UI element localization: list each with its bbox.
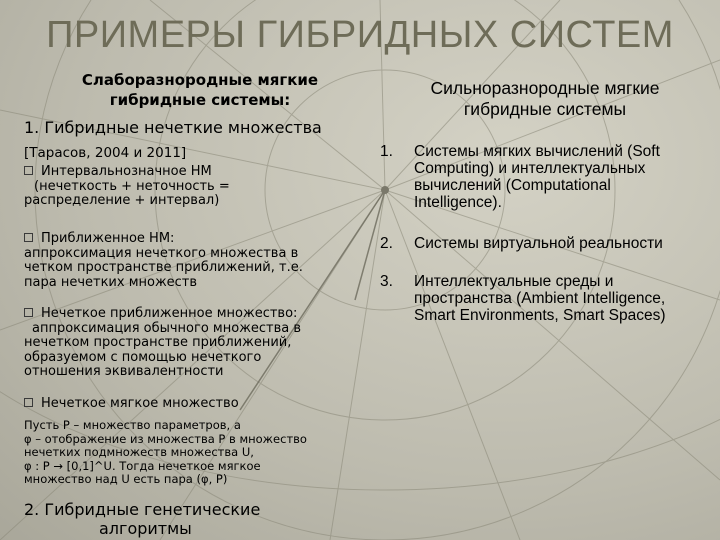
right-item-1: 1. Системы мягких вычислений (Soft Computing) и интеллектуальных вычислений (Computational Intelligence). <box>380 143 660 211</box>
left-item-1: 1. Гибридные нечеткие множества <box>24 118 322 137</box>
bullet-approx-fuzzy-set: Приближенное НМ: аппроксимация нечеткого множества в четком пространстве приближений, т.е. пара нечетких множеств <box>24 231 303 290</box>
page-title: ПРИМЕРЫ ГИБРИДНЫХ СИСТЕМ <box>46 14 674 56</box>
bullet-fuzzy-rough-set: Нечеткое приближенное множество: аппроксимация обычного множества в нечетком пространстве приближений, образуемом с помощью нечеткого отношения эквивалентности <box>24 306 302 379</box>
reference: [Тарасов, 2004 и 2011] <box>24 145 187 161</box>
bullet-icon <box>24 233 33 242</box>
right-item-2: 2. Системы виртуальной реальности <box>380 235 663 252</box>
bullet-icon <box>24 308 33 317</box>
bullet-interval-fuzzy-set: Интервальнозначное НМ (нечеткость + неточность = распределение + интервал) <box>24 164 230 208</box>
left-item-2: 2. Гибридные генетические алгоритмы <box>24 500 261 538</box>
left-heading: Слаборазнородные мягкие гибридные системы: <box>81 71 319 109</box>
bullet-icon <box>24 398 33 407</box>
fuzzy-soft-set-definition: Пусть P – множество параметров, а φ – отображение из множества P в множество нечетких подмножеств множества U, φ : P → [0,1]^U. Тогда нечеткое мягкое множество над U есть пара (φ, P) <box>24 418 307 486</box>
bullet-icon <box>24 166 33 175</box>
right-item-3: 3. Интеллектуальные среды и пространства (Ambient Intelligence, Smart Environments, Smart Spaces) <box>380 273 666 324</box>
bullet-fuzzy-soft-set: Нечеткое мягкое множество <box>24 397 364 412</box>
right-heading: Сильноразнородные мягкие гибридные системы <box>430 78 660 119</box>
